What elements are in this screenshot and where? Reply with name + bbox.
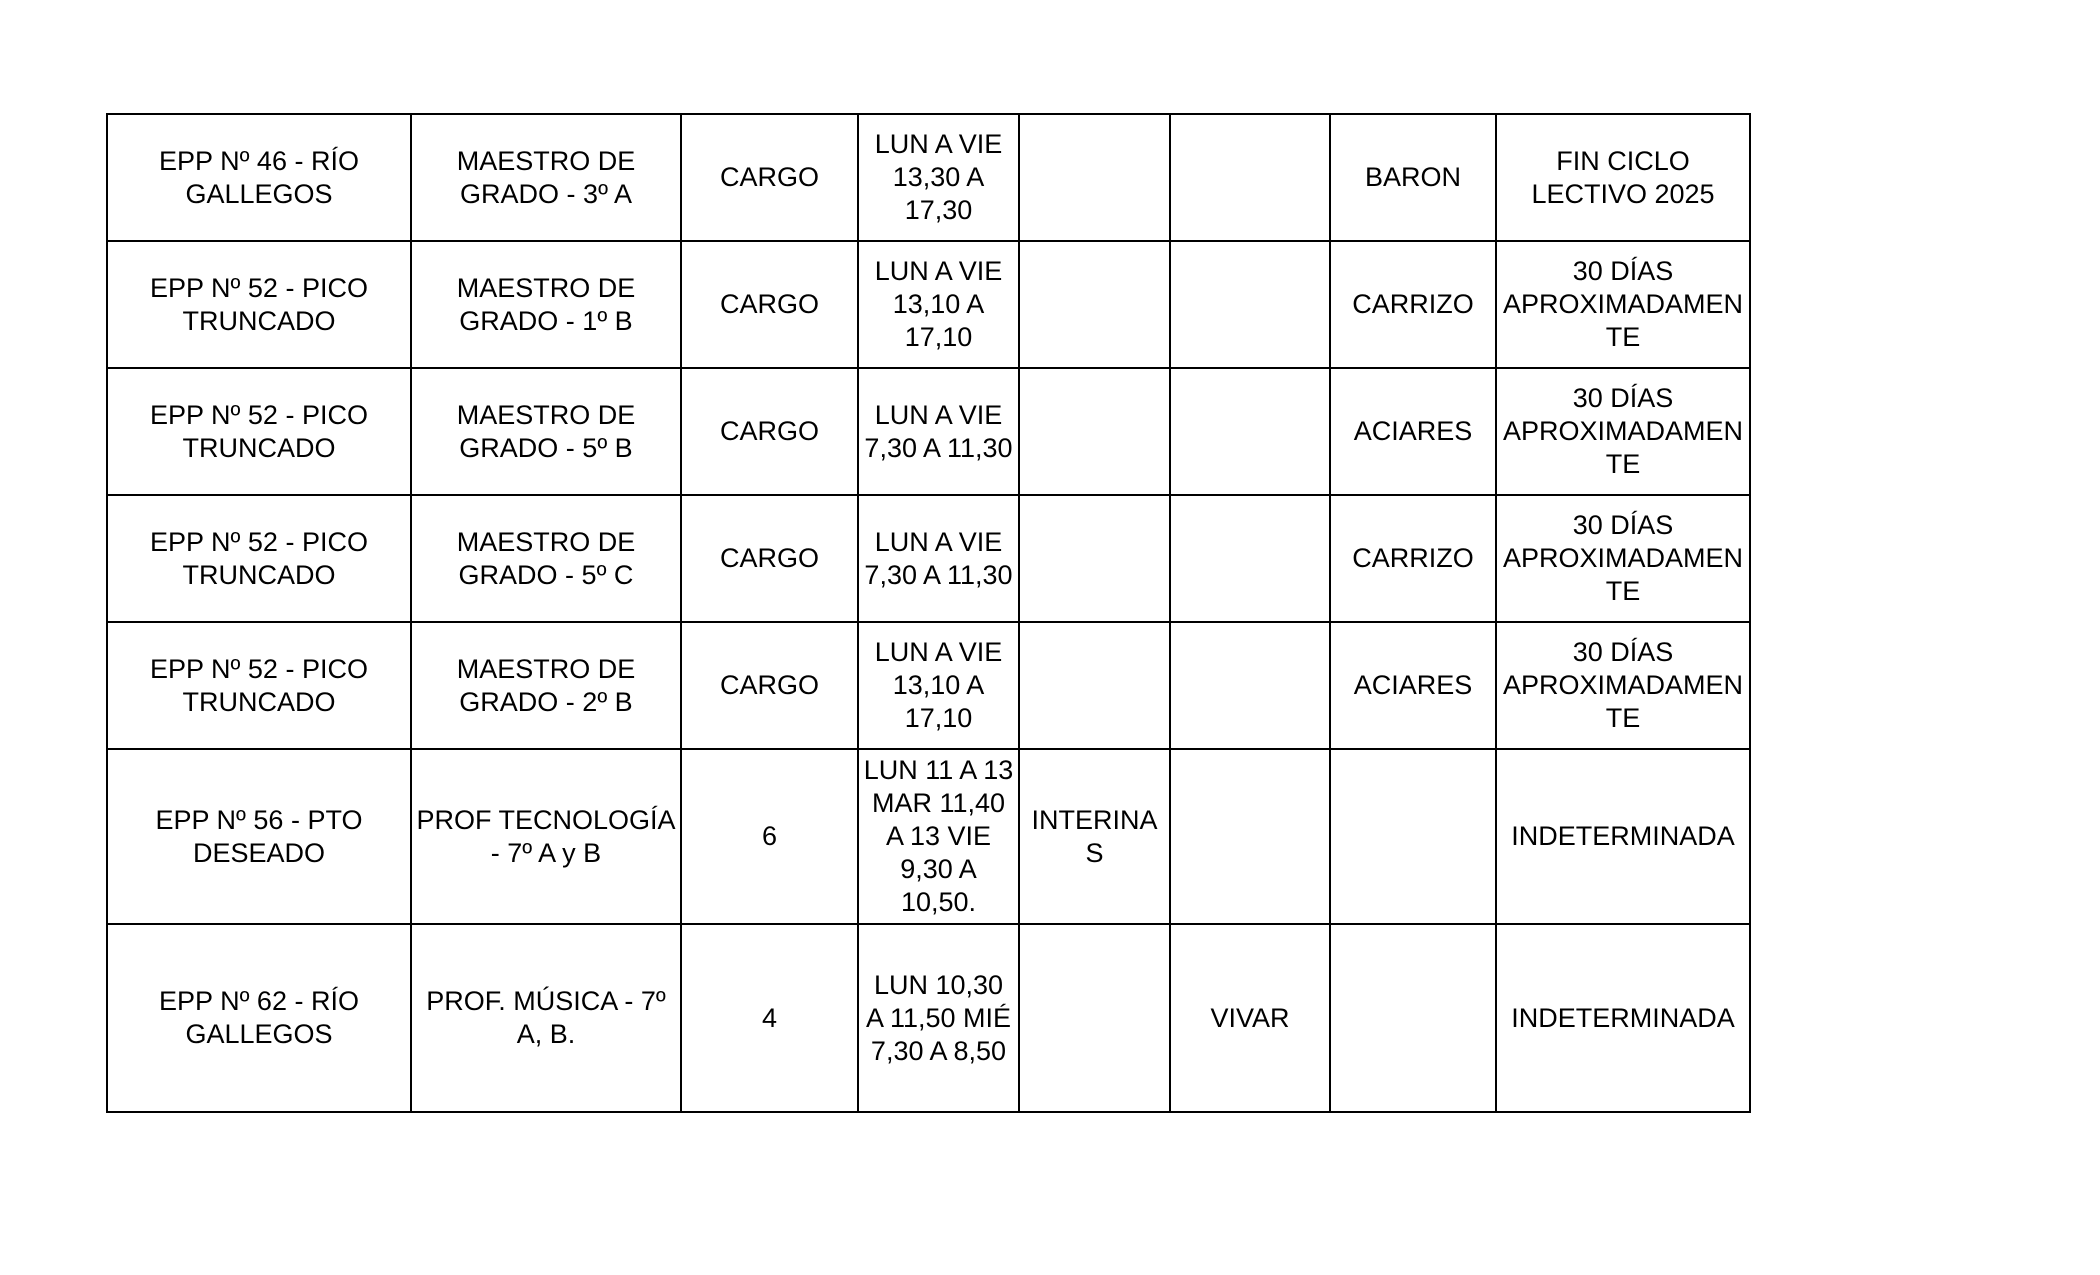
table-row [107,495,1750,622]
status-cell [1019,114,1170,241]
school-cell: EPP Nº 56 - PTO DESEADO [107,749,411,924]
school-cell: EPP Nº 52 - PICO TRUNCADO [107,622,411,749]
schedule-cell: LUN A VIE 7,30 A 11,30 [858,495,1019,622]
schedule-cell: LUN A VIE 13,10 A 17,10 [858,622,1019,749]
position-cell: MAESTRO DE GRADO - 5º C [411,495,681,622]
duration-cell: 30 DÍAS APROXIMADAMENTE [1496,495,1750,622]
replaced-name-cell: CARRIZO [1330,241,1496,368]
school-cell: EPP Nº 46 - RÍO GALLEGOS [107,114,411,241]
duration-cell: 30 DÍAS APROXIMADAMENTE [1496,622,1750,749]
table-row [107,368,1750,495]
school-cell: EPP Nº 52 - PICO TRUNCADO [107,241,411,368]
position-cell: MAESTRO DE GRADO - 2º B [411,622,681,749]
name-cell [1170,622,1330,749]
duration-cell: 30 DÍAS APROXIMADAMENTE [1496,368,1750,495]
table-row [107,622,1750,749]
hours-cell: 6 [681,749,858,924]
hours-cell: CARGO [681,622,858,749]
name-cell [1170,749,1330,924]
status-cell [1019,924,1170,1112]
duration-cell: INDETERMINADA [1496,924,1750,1112]
position-cell: MAESTRO DE GRADO - 1º B [411,241,681,368]
table-row [107,749,1750,924]
schedule-cell: LUN A VIE 13,30 A 17,30 [858,114,1019,241]
hours-cell: CARGO [681,368,858,495]
school-cell: EPP Nº 62 - RÍO GALLEGOS [107,924,411,1112]
status-cell [1019,368,1170,495]
status-cell [1019,495,1170,622]
replaced-name-cell: BARON [1330,114,1496,241]
status-cell [1019,241,1170,368]
schedule-cell: LUN 10,30 A 11,50 MIÉ 7,30 A 8,50 [858,924,1019,1112]
duration-cell: FIN CICLO LECTIVO 2025 [1496,114,1750,241]
school-cell: EPP Nº 52 - PICO TRUNCADO [107,368,411,495]
position-cell: MAESTRO DE GRADO - 3º A [411,114,681,241]
name-cell [1170,241,1330,368]
table-row [107,114,1750,241]
table-row [107,924,1750,1112]
status-cell: INTERINAS [1019,749,1170,924]
replaced-name-cell [1330,749,1496,924]
position-cell: PROF. MÚSICA - 7º A, B. [411,924,681,1112]
replaced-name-cell: ACIARES [1330,622,1496,749]
name-cell [1170,495,1330,622]
status-cell [1019,622,1170,749]
name-cell [1170,114,1330,241]
duration-cell: INDETERMINADA [1496,749,1750,924]
table-row [107,241,1750,368]
schedule-cell: LUN A VIE 13,10 A 17,10 [858,241,1019,368]
replaced-name-cell [1330,924,1496,1112]
school-cell: EPP Nº 52 - PICO TRUNCADO [107,495,411,622]
duration-cell: 30 DÍAS APROXIMADAMENTE [1496,241,1750,368]
replaced-name-cell: ACIARES [1330,368,1496,495]
hours-cell: CARGO [681,495,858,622]
vacancies-table [106,113,1751,1113]
schedule-cell: LUN 11 A 13 MAR 11,40 A 13 VIE 9,30 A 10,50. [858,749,1019,924]
name-cell [1170,368,1330,495]
hours-cell: CARGO [681,114,858,241]
replaced-name-cell: CARRIZO [1330,495,1496,622]
schedule-cell: LUN A VIE 7,30 A 11,30 [858,368,1019,495]
position-cell: MAESTRO DE GRADO - 5º B [411,368,681,495]
position-cell: PROF TECNOLOGÍA - 7º A y B [411,749,681,924]
name-cell: VIVAR [1170,924,1330,1112]
hours-cell: 4 [681,924,858,1112]
hours-cell: CARGO [681,241,858,368]
